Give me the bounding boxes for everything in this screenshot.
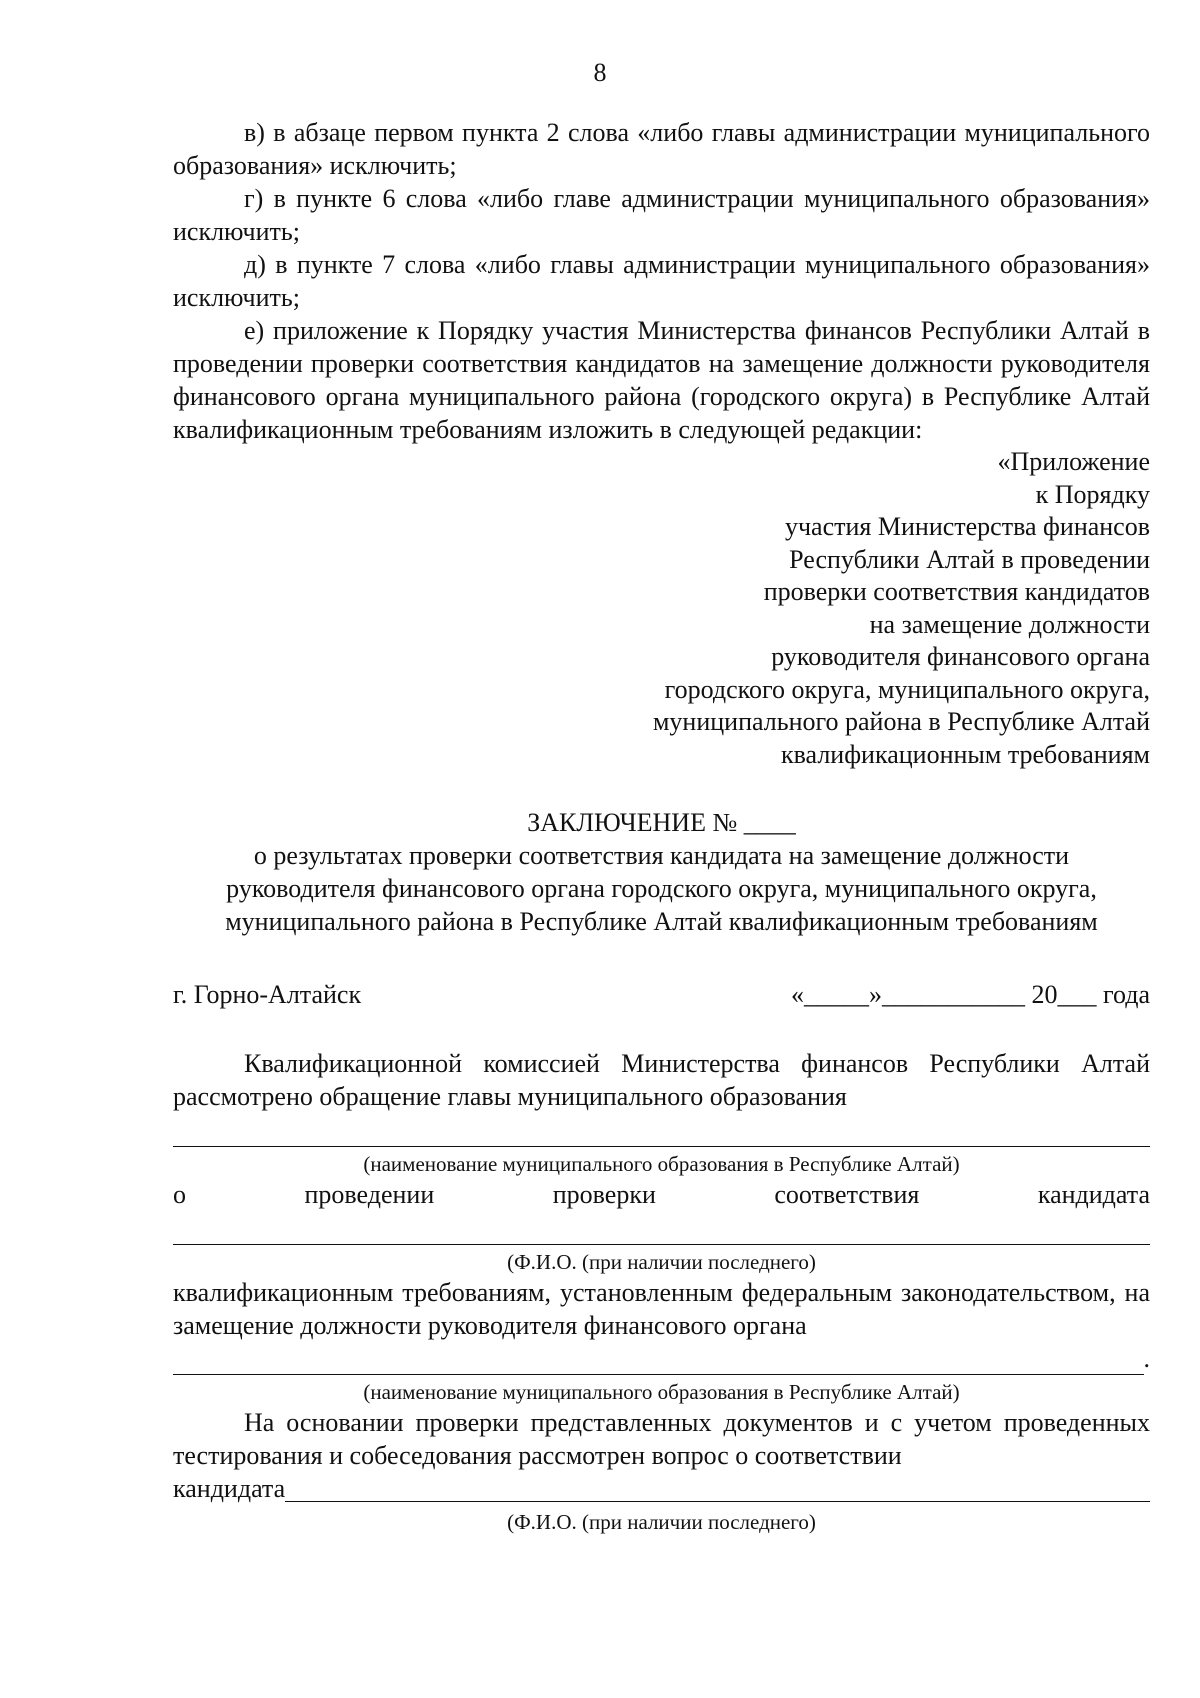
page-number: 8 [593, 58, 607, 87]
blank-line [173, 1344, 1144, 1375]
word: соответствия [774, 1180, 920, 1209]
intro-paragraph: Квалификационной комиссией Министерства финансов Республики Алтай рассмотрено обращение главы муниципального образования [173, 1049, 1150, 1111]
basis-paragraph: На основании проверки представленных документов и с учетом проведенных тестирования и собеседования рассмотрен вопрос о соответствии [173, 1408, 1150, 1470]
appendix-header [173, 446, 1150, 771]
caption-municipality-2: (наименование муниципального образования в Республике Алтай) [363, 1380, 960, 1404]
place-date-line [173, 978, 1150, 1011]
conclusion-subtitle-line: руководителя финансового органа городского округа, муниципального округа, [226, 874, 1097, 903]
conclusion-subtitle-line: о результатах проверки соответствия кандидата на замещение должности [253, 841, 1070, 870]
amendment-g: г) в пункте 6 слова «либо главе администрации муниципального образования» исключить; [173, 184, 1150, 246]
appendix-line: муниципального района в Республике Алтай [652, 707, 1150, 736]
word: проверки [552, 1180, 656, 1209]
word: о [173, 1180, 186, 1209]
appendix-line: городского округа, муниципального округа, [664, 674, 1150, 704]
requirements-paragraph: квалификационным требованиям, установленным федеральным законодательством, на замещение должности руководителя финансового органа [173, 1278, 1150, 1340]
municipality-blank-line [173, 1113, 1150, 1147]
check-row [173, 1178, 1150, 1211]
candidate-line [173, 1472, 1150, 1505]
amendment-d: д) в пункте 7 слова «либо главы администрации муниципального образования» исключить; [173, 250, 1150, 312]
word: проведении [304, 1180, 435, 1209]
caption-municipality: (наименование муниципального образования в Республике Алтай) [363, 1152, 960, 1176]
date-field: «_____»___________ 20___ года [790, 980, 1150, 1009]
amendment-v: в) в абзаце первом пункта 2 слова «либо главы администрации муниципального образования» исключить; [173, 118, 1150, 180]
appendix-line: к Порядку [1035, 479, 1150, 509]
conclusion-subtitle-line: муниципального района в Республике Алтай квалификационным требованиям [225, 907, 1098, 936]
caption-fio: (Ф.И.О. (при наличии последнего) [507, 1250, 816, 1274]
period: . [1143, 1344, 1150, 1373]
organ-blank-line [173, 1342, 1150, 1375]
caption-fio-2: (Ф.И.О. (при наличии последнего) [507, 1510, 816, 1534]
amendment-e: е) приложение к Порядку участия Министерства финансов Республики Алтай в проведении проверки соответствия кандидатов на замещение должности руководителя финансового органа муниципального района (городского округа) в Республике Алтай квалификационным требованиям изложить в следующей редакции: [173, 316, 1150, 444]
appendix-line: на замещение должности [869, 609, 1150, 639]
document-body [173, 116, 1150, 1536]
appendix-line: Республики Алтай в проведении [789, 544, 1150, 574]
fio-blank-line [173, 1211, 1150, 1245]
appendix-line: «Приложение [997, 447, 1150, 476]
appendix-line: проверки соответствия кандидатов [763, 577, 1150, 606]
city: г. Горно-Алтайск [173, 980, 362, 1009]
word: кандидата [1037, 1180, 1150, 1209]
appendix-line: квалификационным требованиям [780, 739, 1150, 769]
conclusion-title: ЗАКЛЮЧЕНИЕ № ____ [527, 808, 796, 837]
candidate-blank-line [285, 1473, 1150, 1502]
appendix-line: руководителя финансового органа [771, 642, 1150, 671]
candidate-label: кандидата [173, 1474, 286, 1503]
appendix-line: участия Министерства финансов [784, 512, 1150, 541]
